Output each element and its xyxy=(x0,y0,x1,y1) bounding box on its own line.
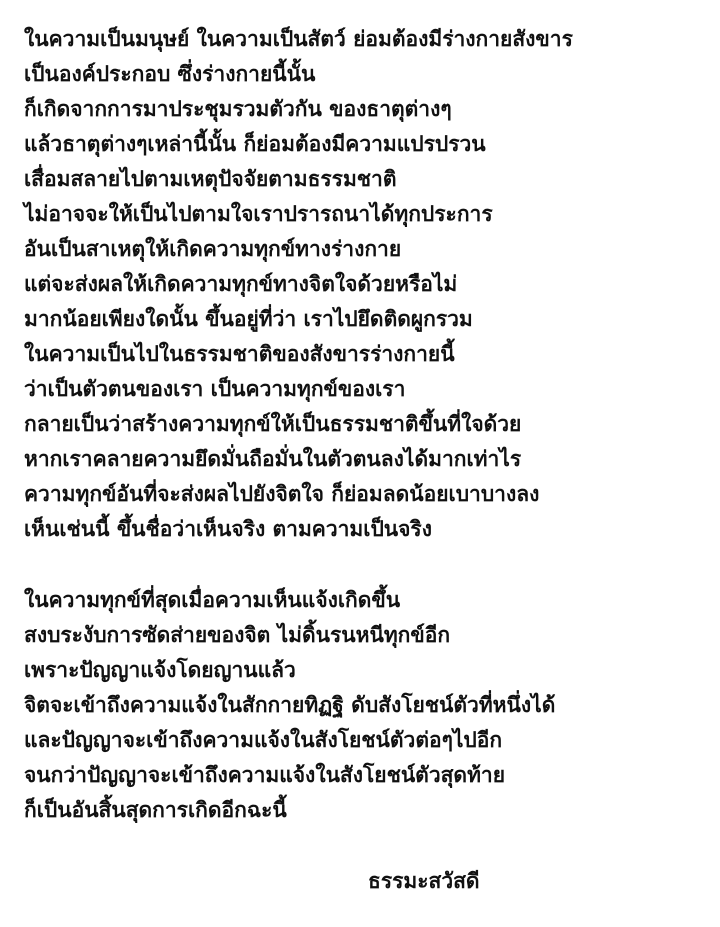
text-line: ก็เป็นอันสิ้นสุดการเกิดอีกฉะนี้ xyxy=(24,798,287,822)
stanza-2 xyxy=(24,583,555,828)
text-line: แล้วธาตุต่างๆเหล่านี้นั้น ก็ย่อมต้องมีความแปรปรวน xyxy=(24,132,486,156)
text-line: ในความเป็นไปในธรรมชาติของสังขารร่างกายนี้ xyxy=(24,342,455,366)
text-line: อันเป็นสาเหตุให้เกิดความทุกข์ทางร่างกาย xyxy=(24,237,402,261)
text-line: ความทุกข์อันที่จะส่งผลไปยังจิตใจ ก็ย่อมลดน้อยเบาบางลง xyxy=(24,482,540,506)
text-line: ไม่อาจจะให้เป็นไปตามใจเราปรารถนาได้ทุกประการ xyxy=(24,202,493,226)
signature: ธรรมะสวัสดี xyxy=(368,869,480,893)
text-line: จนกว่าปัญญาจะเข้าถึงความแจ้งในสังโยชน์ตัวสุดท้าย xyxy=(24,763,506,787)
text-line: จิตจะเข้าถึงความแจ้งในสักกายทิฏฐิ ดับสังโยชน์ตัวที่หนึ่งได้ xyxy=(24,693,556,717)
text-line: แต่จะส่งผลให้เกิดความทุกข์ทางจิตใจด้วยหรือไม่ xyxy=(24,272,458,296)
text-line: หากเราคลายความยึดมั่นถือมั่นในตัวตนลงได้มากเท่าไร xyxy=(24,447,522,471)
text-line: ว่าเป็นตัวตนของเรา เป็นความทุกข์ของเรา xyxy=(24,377,406,401)
text-line: สงบระงับการซัดส่ายของจิต ไม่ดิ้นรนหนีทุกข์อีก xyxy=(24,623,451,647)
text-line: เพราะปัญญาแจ้งโดยญานแล้ว xyxy=(24,658,296,682)
text-line: ในความเป็นมนุษย์ ในความเป็นสัตว์ ย่อมต้องมีร่างกายสังขาร xyxy=(24,27,573,51)
text-line: และปัญญาจะเข้าถึงความแจ้งในสังโยชน์ตัวต่อๆไปอีก xyxy=(24,728,503,752)
text-line: กลายเป็นว่าสร้างความทุกข์ให้เป็นธรรมชาติขึ้นที่ใจด้วย xyxy=(24,412,522,436)
stanza-1 xyxy=(24,22,573,547)
text-line: มากน้อยเพียงใดนั้น ขึ้นอยู่ที่ว่า เราไปยึดติดผูกรวม xyxy=(24,307,473,331)
text-line: ก็เกิดจากการมาประชุมรวมตัวกัน ของธาตุต่างๆ xyxy=(24,97,452,121)
text-line: เสื่อมสลายไปตามเหตุปัจจัยตามธรรมชาติ xyxy=(24,167,397,191)
text-line: เห็นเช่นนี้ ขึ้นชื่อว่าเห็นจริง ตามความเป็นจริง xyxy=(24,517,432,541)
text-line: ในความทุกข์ที่สุดเมื่อความเห็นแจ้งเกิดขึ้น xyxy=(24,588,401,612)
text-line: เป็นองค์ประกอบ ซึ่งร่างกายนี้นั้น xyxy=(24,62,316,86)
